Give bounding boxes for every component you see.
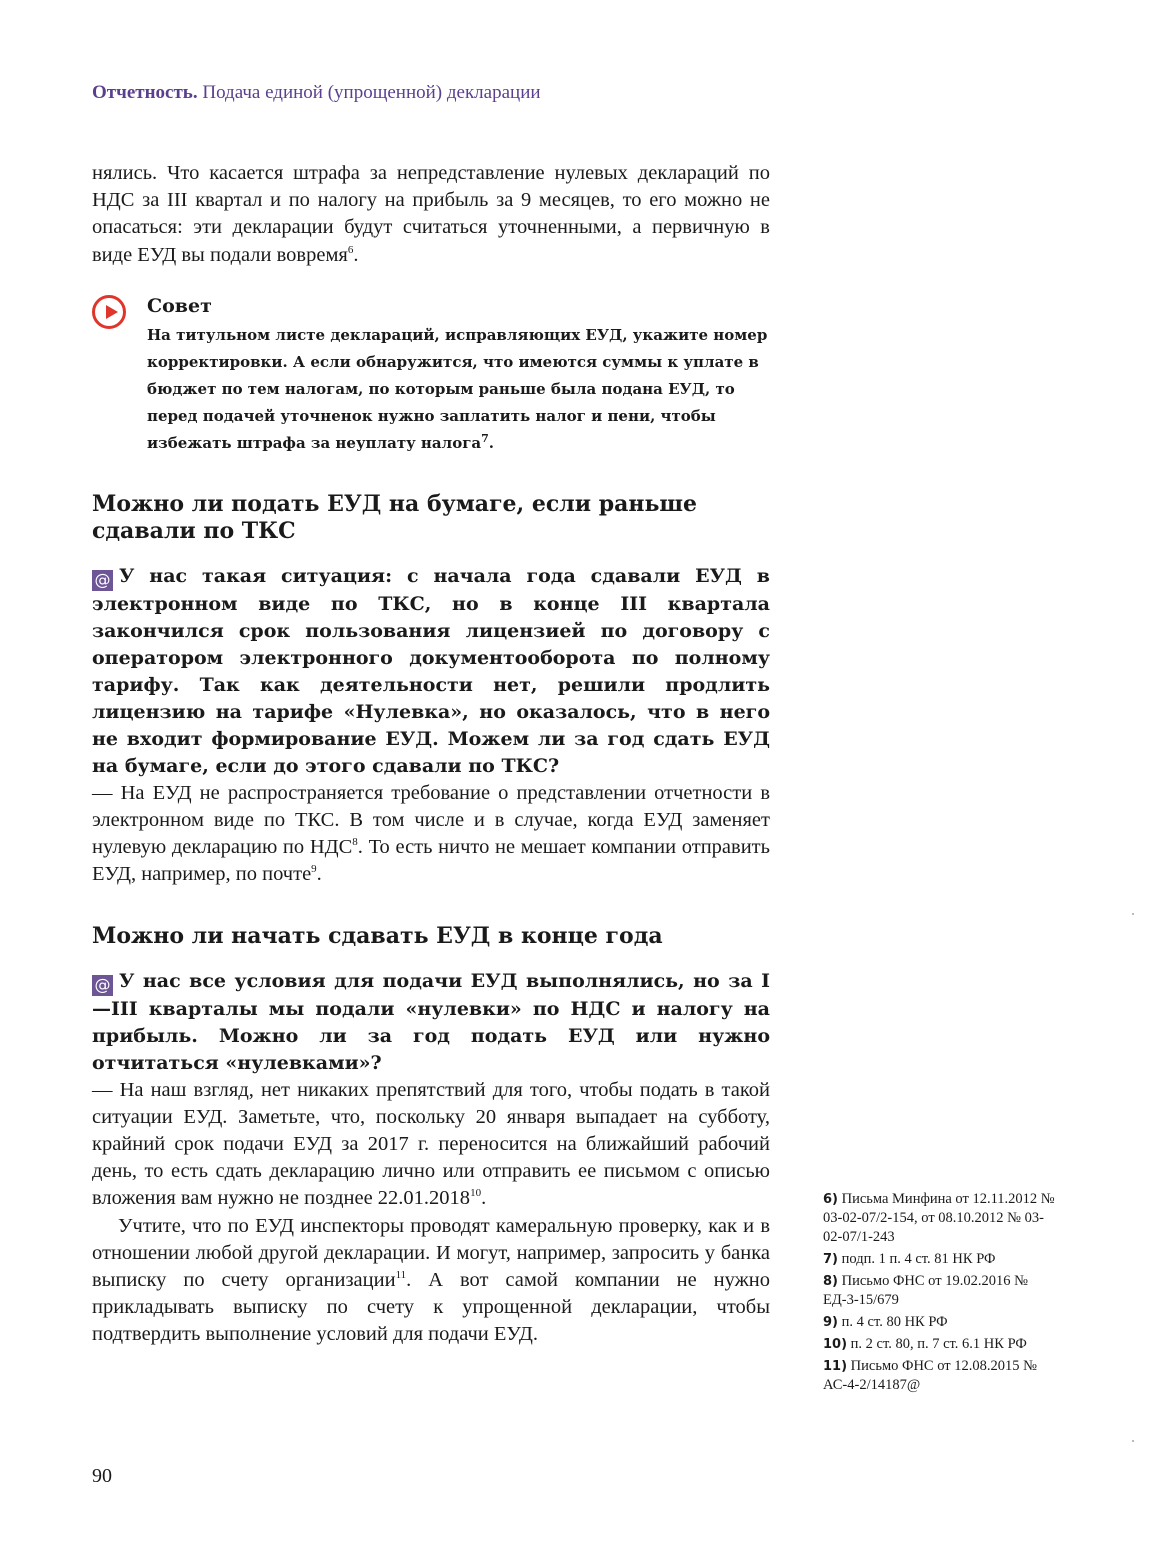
intro-paragraph: нялись. Что касается штрафа за непредставление нулевых деклараций по НДС за III квартал и по налогу на прибыль за 9 месяцев, то его можно не опасаться: эти декларации будут считаться уточненными, а первичную в виде ЕУД вы подали вовремя$^6$. [92,162,770,266]
footnote-ref[interactable]: 6 [347,243,354,256]
crop-mark [1132,1440,1134,1442]
question: @ У нас все условия для подачи ЕУД выполнялись, но за I—III кварталы мы подали «нулевки» по НДС и налогу на прибыль. Можно ли за год подать ЕУД или нужно отчитаться «нулевками»? [92,969,770,1074]
running-head [92,82,541,104]
section-heading: Можно ли подать ЕУД на бумаге, если раньше сдавали по ТКС [92,490,698,544]
tip-box [92,293,770,457]
tip-text: На титульном листе деклараций, исправляющих ЕУД, укажите номер корректировки. А если обнаружится, что имеются суммы к уплате в бюджет по тем налогам, по которым раньше была подана ЕУД, то перед подачей уточненок нужно заплатить налог и пени, чтобы избежать штрафа за неуплату налога$^7$. [147,325,768,452]
answer-paragraph: — На наш взгляд, нет никаких препятствий для того, чтобы подать в такой ситуации ЕУД. Заметьте, что, поскольку 20 января выпадает на субботу, крайний срок подачи ЕУД за 2017 г. переносится на ближайший рабочий день, то есть сдать декларацию лично или отправить ее письмом с описью вложения вам нужно не позднее 22.01.2018$^{10}$. [92,1078,770,1210]
tip-title: Совет [147,294,212,317]
footnote: 7) подп. 1 п. 4 ст. 81 НК РФ [823,1251,996,1267]
question: @ У нас такая ситуация: с начала года сдавали ЕУД в электронном виде по ТКС, но в конце III квартала закончился срок пользования лицензией по договору с оператором электронного документооборота по полному тарифу. Так как деятельности нет, решили продлить лицензию на тарифе «Нулевка», но оказалось, что в него не входит формирование ЕУД. Можем ли за год сдать ЕУД на бумаге, если до этого сдавали по ТКС? [92,564,770,777]
footnote: 8) Письмо ФНС от 19.02.2016 № ЕД-3-15/679 [823,1273,1028,1308]
page-number: 90 [92,1465,112,1487]
footnote-ref[interactable]: 11 [395,1269,407,1282]
body-paragraph: Учтите, что по ЕУД инспекторы проводят камеральную проверку, как и в отношении любой другой декларации. И могут, например, запросить у банка выписку по счету организации$^{11}$. А вот самой компании не нужно прикладывать выписку по счету к упрощенной декларации, чтобы подтвердить выполнение условий для подачи ЕУД. [92,1214,770,1346]
footnotes [823,1190,1063,1398]
at-icon: @ [92,570,113,591]
footnote-ref[interactable]: 8 [352,836,358,849]
footnote: 10) п. 2 ст. 80, п. 7 ст. 6.1 НК РФ [823,1336,1027,1352]
play-icon [92,295,126,329]
footnote: 9) п. 4 ст. 80 НК РФ [823,1314,948,1330]
section-label: Отчетность. [92,82,198,103]
main-column [92,160,770,1349]
footnote-ref[interactable]: 7 [481,431,489,445]
footnote: 6) Письма Минфина от 12.11.2012 № 03-02-07/2-154, от 08.10.2012 № 03-02-07/1-243 [823,1191,1055,1245]
footnote-ref[interactable]: 9 [311,863,317,876]
section-title: Подача единой (упрощенной) декларации [202,82,541,103]
footnote: 11) Письмо ФНС от 12.08.2015 № АС-4-2/14187@ [823,1358,1037,1393]
answer-paragraph: — На ЕУД не распространяется требование о представлении отчетности в электронном виде по ТКС. В том числе и в случае, когда ЕУД заменяет нулевую декларацию по НДС$^8$. То есть ничто не мешает компании отправить ЕУД, например, по почте$^9$. [92,781,770,886]
at-icon: @ [92,975,113,996]
footnote-ref[interactable]: 10 [470,1187,482,1200]
section-heading: Можно ли начать сдавать ЕУД в конце года [92,922,663,949]
crop-mark [1132,913,1134,915]
